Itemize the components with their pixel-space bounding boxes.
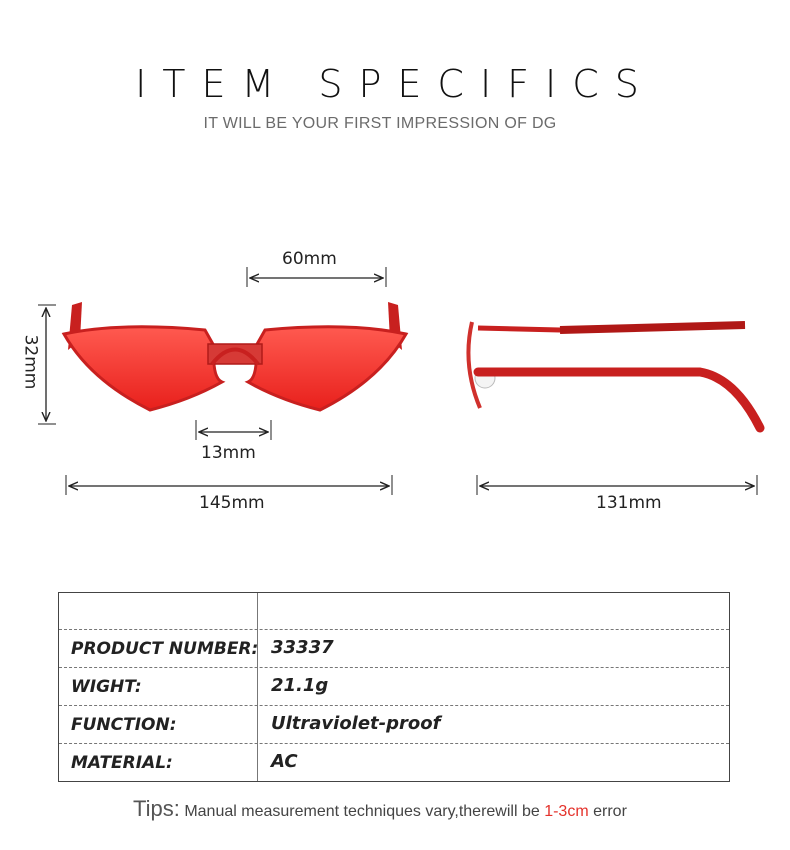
page-subtitle: IT WILL BE YOUR FIRST IMPRESSION OF DG bbox=[203, 115, 557, 132]
table-row bbox=[59, 705, 729, 742]
lens-width-label: 60mm bbox=[282, 249, 337, 269]
tips-suffix: error bbox=[593, 803, 627, 820]
spec-value: Ultraviolet-proof bbox=[271, 713, 441, 734]
spec-value: 21.1g bbox=[271, 675, 329, 696]
right-lens bbox=[248, 327, 406, 410]
spec-value: 33337 bbox=[271, 637, 334, 658]
frame-width-label: 145mm bbox=[199, 493, 265, 513]
spec-value: AC bbox=[271, 751, 298, 772]
table-row bbox=[59, 667, 729, 704]
lens-height-label: 32mm bbox=[20, 334, 41, 390]
spec-label: PRODUCT NUMBER: bbox=[71, 639, 259, 659]
spec-label: MATERIAL: bbox=[71, 753, 173, 773]
table-row bbox=[59, 743, 729, 780]
spec-label: WIGHT: bbox=[71, 677, 142, 697]
front-view-glasses bbox=[64, 302, 406, 410]
spec-table bbox=[58, 592, 730, 782]
page-title: ITEM SPECIFICS bbox=[135, 62, 655, 106]
tips-note bbox=[133, 796, 627, 822]
tips-highlight: 1-3cm bbox=[544, 803, 589, 820]
tips-label: Tips: bbox=[133, 796, 180, 821]
temple-length-label: 131mm bbox=[596, 493, 662, 513]
side-view-glasses bbox=[468, 322, 760, 428]
bridge-label: 13mm bbox=[201, 443, 256, 463]
tips-text: Manual measurement techniques vary,therewill be bbox=[184, 803, 540, 820]
spec-label: FUNCTION: bbox=[71, 715, 177, 735]
table-row bbox=[59, 629, 729, 666]
left-lens bbox=[64, 327, 222, 410]
